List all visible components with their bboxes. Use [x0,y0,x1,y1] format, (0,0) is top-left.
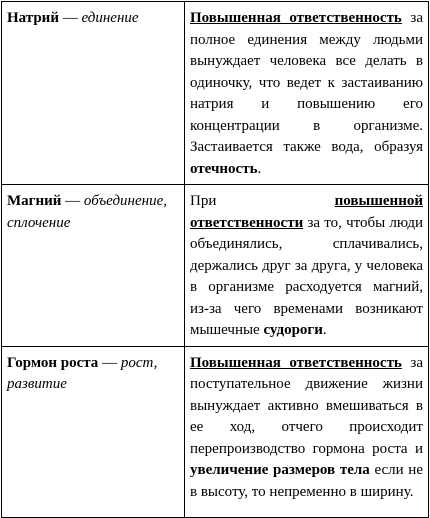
description-emphasis: отечность [190,160,258,177]
description-tail: если не в высоту, то непременно в ширину. [190,462,423,500]
dash: — [61,193,84,209]
description-lead: При [190,193,335,209]
description-text: за поступательное движение жизни вынуждает активно вмешиваться в ее ход, отчего происходит перепроизводство гормона роста и [190,354,423,457]
table-row [2,2,429,185]
description-text: за то, чтобы люди объединялись, сплачивались, держались друг за друга, у человека в организме расходуется магний, из-за чего временами возникают мышечные [190,214,423,338]
term-cell [2,185,185,347]
term-cell [2,346,185,517]
term-meaning: рост, развитие [7,354,158,392]
term: Магний [7,193,62,209]
dash: — [58,10,82,26]
description-text: за полное единения между людьми вынуждает человека все делать в одиночку, что ведет к застаиванию натрия и повышению его концентрации в организме. Застаивается также вода, образуя [190,10,423,155]
table-row [2,346,429,517]
term-meaning: объединение, сплочение [7,193,167,231]
table-row [2,185,429,347]
description-highlight: повышенной ответственности [190,193,423,231]
term-cell [2,2,185,185]
description-cell [185,2,429,185]
term-meaning: единение [81,10,139,26]
description-tail: . [322,322,327,338]
description-highlight: Повышенная ответственность [190,354,402,371]
description-emphasis: увеличение размеров тела [190,462,370,478]
description-emphasis: судороги [263,322,323,338]
description-highlight: Повышенная ответственность [190,10,402,26]
term: Натрий [7,10,59,26]
term: Гормон роста [7,354,99,371]
description-cell [185,346,429,517]
document-table [1,1,429,518]
description-cell [185,185,429,347]
description-tail: . [257,160,262,177]
dash: — [98,354,121,371]
